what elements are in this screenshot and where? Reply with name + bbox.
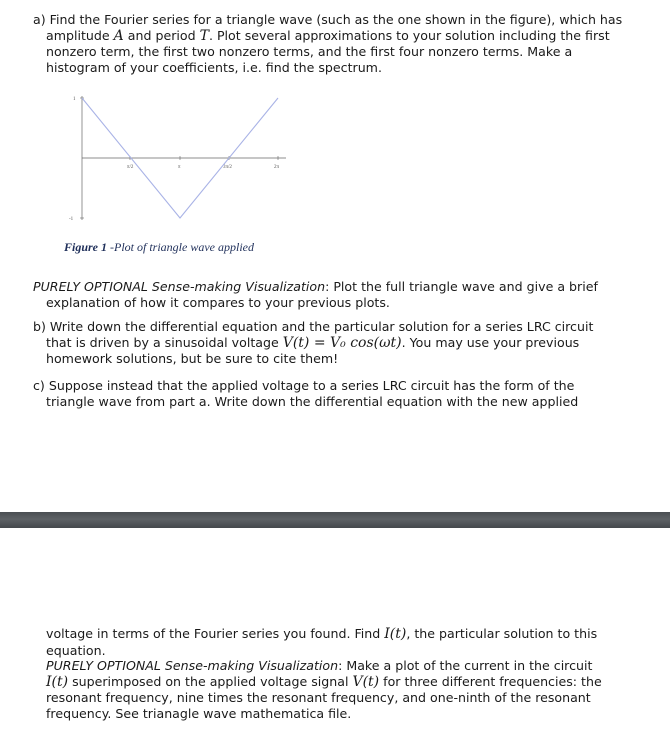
voltage-symbol: V(t) [352,673,380,690]
optional-1-label: PURELY OPTIONAL Sense-making Visualization [33,279,326,294]
part-a-suffix: . Plot several approximations to your solution including the first nonzero term, the first two nonzero terms, and the first four nonzero terms. Make a histogram of your coefficients, i.e. find the spectrum. [46,27,610,75]
current-symbol: I(t) [384,626,407,642]
optional-2-suffix: for three different frequencies: the resonant frequency, nine times the resonant frequency, and one-ninth of the resonant frequency. See trianagle wave mathematica file. [46,673,602,721]
part-b-suffix: . You may use your previous homework solutions, but be sure to cite them! [46,334,580,367]
y-tick-top: 1 [73,97,76,102]
amplitude-symbol: A [113,27,124,44]
part-b-text [33,319,606,367]
x-tick-4: 2π [274,165,280,170]
page-separator [0,512,670,528]
figure-caption-label: Figure 1 [64,240,108,254]
part-a-mid: and period [123,27,200,43]
optional-2-mid2: superimposed on the applied voltage signal [68,673,353,689]
x-tick-3: 3π/2 [223,165,232,170]
x-tick-2: π [178,165,181,170]
optional-2-label: PURELY OPTIONAL Sense-making Visualization [46,658,339,674]
x-tick-1: π/2 [127,165,134,170]
page2-line1-prefix: voltage in terms of the Fourier series you found. Find [46,626,385,641]
part-c-continuation [46,626,618,722]
figure-caption-text: -Plot of triangle wave applied [107,240,254,254]
document-page-2 [0,528,670,730]
current-symbol-2: I(t) [46,673,69,690]
triangle-wave-figure [60,92,290,232]
part-a-prefix: a) Find the Fourier series for a triangle wave (such as the one shown in the figure), which has amplitude [33,12,623,43]
figure-caption [64,240,254,255]
y-tick-bottom: -1 [69,217,74,222]
part-c-body: c) Suppose instead that the applied voltage to a series LRC circuit has the form of the triangle wave from part a. Write down the differential equation with the new applied [33,378,579,409]
voltage-equation: V(t) = V₀ cos(ωt) [282,334,402,351]
page2-line1-suffix: , the particular solution to this equation. [46,626,598,658]
optional-2-mid: : Make a plot of the current in the circuit [338,658,593,674]
optional-visualization-1 [33,279,606,310]
part-a-text [33,12,628,75]
part-b-prefix: b) Write down the differential equation and the particular solution for a series LRC circuit that is driven by a sinusoidal voltage [33,319,594,350]
part-c-text [33,378,616,409]
period-symbol: T [199,27,209,44]
optional-1-text: : Plot the full triangle wave and give a brief explanation of how it compares to your previous plots. [46,279,598,310]
